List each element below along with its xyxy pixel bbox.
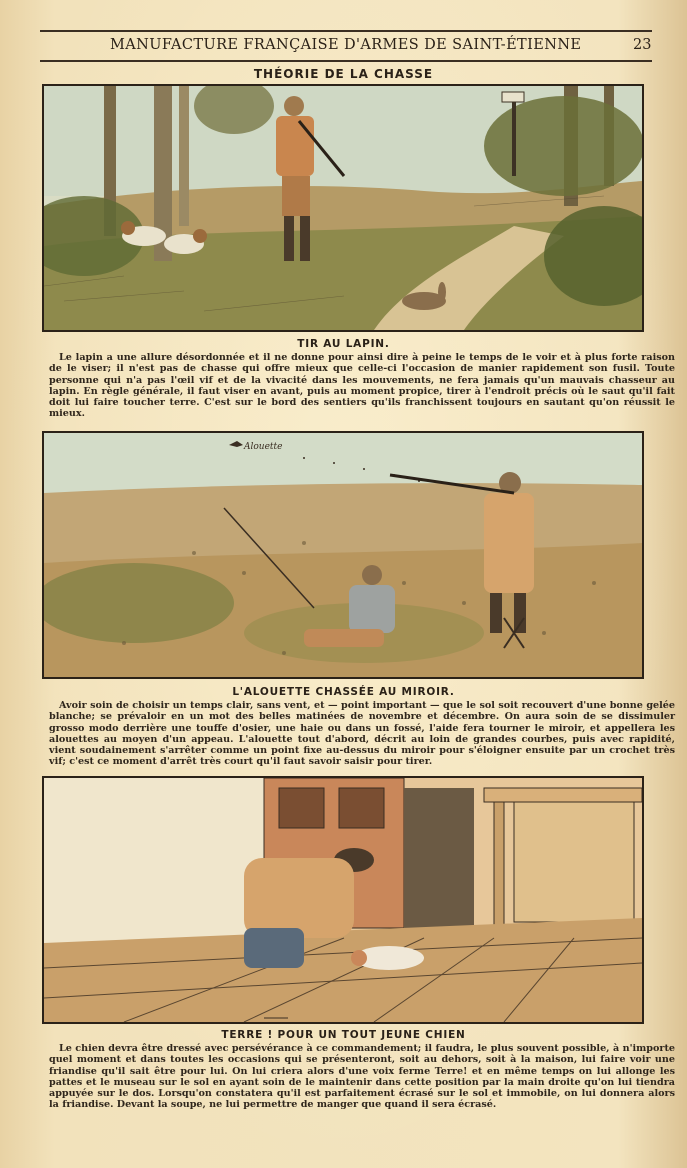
caption-rabbit: TIR AU LAPIN.: [297, 338, 390, 350]
illustration-dog-training: [42, 776, 644, 1024]
section-title: THÉORIE DE LA CHASSE: [253, 67, 434, 81]
header-top-rule: [40, 30, 652, 32]
header-title: MANUFACTURE FRANÇAISE D'ARMES DE SAINT-ÉTIENNE: [110, 37, 582, 53]
caption-lark: L'ALOUETTE CHASSÉE AU MIROIR.: [232, 686, 455, 698]
illustration-lark-mirror: [42, 431, 644, 679]
paragraph-rabbit: Le lapin a une allure désordonnée et il ne donne pour ainsi dire à peine le temps de le voir et à plus forte raison de le viser; il n'est pas de chasse qui offre mieux que celle-ci l'occasion de manier rapidement son fusil. Toute personne qui n'a pas l'œil vif et de la vivacité dans les mouvements, ne fera jamais qu'un mauvais chasseur au lapin. En règle générale, il faut viser en avant, puis au moment propice, tirer à l'endroit précis où le saut qu'il fait doit lui faire toucher terre. C'est sur le bord des sentiers qu'ils franchissent toujours en sautant qu'on réussit le mieux.: [49, 352, 675, 420]
page-number: 23: [633, 37, 652, 53]
paragraph-dog: Le chien devra être dressé avec persévérance à ce commandement; il faudra, le plus souvent possible, à n'importe quel moment et dans toutes les occasions qui se présenteront, soit au dehors, soit à la maison, lui faire voir une friandise qu'il sait être pour lui. On lui criera alors d'une voix ferme Terre! et en même temps on lui allonge les pattes et le museau sur le sol en ayant soin de le maintenir dans cette position par la main droite qu'on lui tiendra appuyée sur le dos. Lorsqu'on constatera qu'il est parfaitement écrasé sur le sol et immobile, on lui donnera alors la friandise. Devant la soupe, ne lui permettre de manger que quand il sera écrasé.: [49, 1043, 675, 1111]
caption-dog: TERRE ! POUR UN TOUT JEUNE CHIEN: [221, 1029, 466, 1041]
illustration-rabbit-hunt: [42, 84, 644, 332]
header-bottom-rule: [40, 60, 652, 62]
paragraph-lark: Avoir soin de choisir un temps clair, sans vent, et — point important — que le sol soit recouvert d'une bonne gelée blanche; se prévaloir en un mot des belles matinées de novembre et décembre. On aura soin de se dissimuler grosso modo derrière une touffe d'osier, une haie ou dans un fossé, l'aide fera tourner le miroir, et appellera les alouettes au moyen d'un appeau. L'alouette tout d'abord, décrit au loin de grandes courbes, puis avec rapidité, vient soudainement s'arrêter comme un point fixe au-dessus du miroir pour s'éloigner ensuite par un crochet très vif; c'est ce moment d'arrêt très court qu'il faut savoir saisir pour tirer.: [49, 700, 675, 768]
lark-label: Alouette: [244, 442, 283, 452]
